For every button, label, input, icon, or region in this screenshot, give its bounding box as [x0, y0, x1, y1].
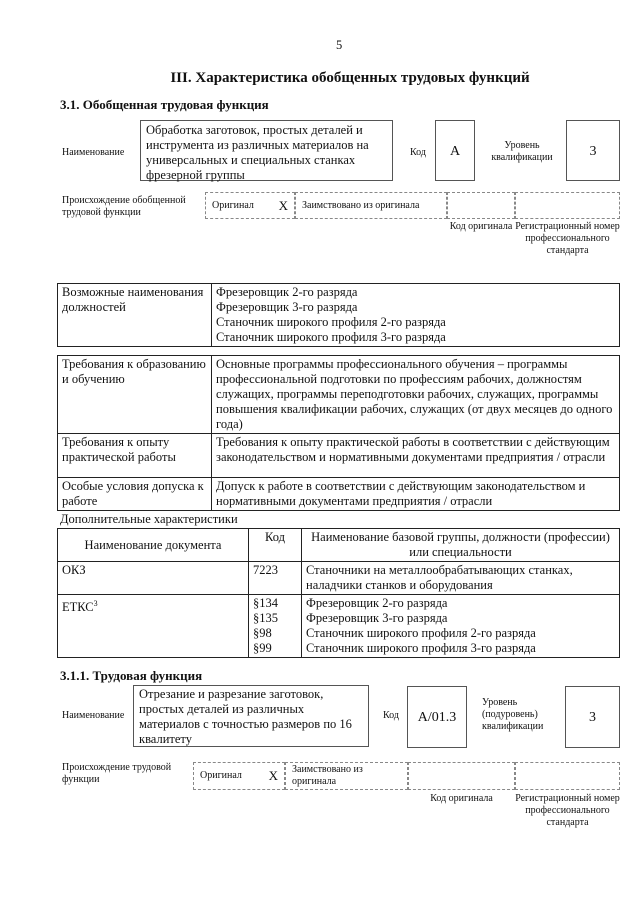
gtf-borrowed-cell: Заимствовано из оригинала — [295, 192, 447, 219]
requirements-table — [57, 355, 620, 511]
tf-name-field: Отрезание и разрезание заготовок, простых деталей из различных материалов с точностью размеров по 16 квалитету — [133, 685, 369, 747]
original-mark: X — [268, 768, 278, 783]
tf-heading: 3.1.1. Трудовая функция — [60, 668, 203, 683]
tf-origin-label: Происхождение трудовой функции — [62, 762, 172, 785]
gtf-original-cell — [205, 192, 295, 219]
etks-name: Станочник широкого профиля 2-го разряда — [306, 626, 536, 640]
original-label: Оригинал — [200, 770, 242, 781]
gtf-name-label: Наименование — [62, 147, 125, 158]
etks-name: Станочник широкого профиля 3-го разряда — [306, 641, 536, 655]
gtf-reg-number-label: Регистрационный номер профессионального стандарта — [515, 221, 620, 256]
req-value: Основные программы профессионального обучения – программы профессиональной подготовки по профессиям рабочих, должностям служащих, программы переподготовки рабочих, служащих, программы повышения квалификации рабочих, служащих (от двух месяцев до одного года) — [212, 356, 620, 434]
tf-level: 3 — [565, 686, 620, 748]
gtf-code: А — [435, 120, 475, 181]
position-item: Фрезеровщик 2-го разряда — [216, 285, 358, 299]
original-mark: X — [278, 197, 288, 213]
gtf-level: 3 — [566, 120, 620, 181]
col-header: Наименование базовой группы, должности (профессии) или специальности — [302, 529, 620, 562]
tf-reg-number-label: Регистрационный номер профессионального стандарта — [515, 793, 620, 828]
req-label: Особые условия допуска к работе — [58, 478, 212, 511]
tf-level-label: Уровень (подуровень) квалификации — [482, 697, 544, 732]
tf-reg-number-field — [515, 762, 620, 790]
tf-code: А/01.3 — [407, 686, 467, 748]
tf-code-label: Код — [383, 710, 399, 721]
okz-code: 7223 — [249, 562, 302, 595]
gtf-orig-code-label: Код оригинала — [449, 221, 513, 232]
etks-code: §98 — [253, 626, 272, 640]
position-item: Фрезеровщик 3-го разряда — [216, 300, 358, 314]
col-header: Код — [249, 529, 302, 562]
req-value: Допуск к работе в соответствии с действующим законодательством и нормативными документами предприятия / отрасли — [212, 478, 620, 511]
positions-table — [57, 283, 620, 347]
gtf-heading: 3.1. Обобщенная трудовая функция — [60, 97, 269, 112]
tf-name-label: Наименование — [62, 710, 125, 721]
page-number: 5 — [336, 38, 343, 52]
extra-heading: Дополнительные характеристики — [60, 512, 238, 526]
req-value: Требования к опыту практической работы в соответствии с действующим законодательством и нормативными документами предприятия / отрасли — [212, 434, 620, 478]
gtf-orig-code-field — [447, 192, 515, 219]
tf-orig-code-label: Код оригинала — [430, 793, 493, 804]
etks-doc — [58, 595, 249, 658]
footnote-ref: 3 — [93, 599, 98, 608]
col-header: Наименование документа — [58, 529, 249, 562]
gtf-origin-label: Происхождение обобщенной трудовой функции — [62, 195, 186, 218]
req-label: Требования к опыту практической работы — [58, 434, 212, 478]
positions-label: Возможные наименования должностей — [58, 284, 212, 347]
extra-table — [57, 528, 620, 658]
gtf-code-label: Код — [410, 147, 426, 158]
etks-code: §134 — [253, 596, 278, 610]
section-title: III. Характеристика обобщенных трудовых функций — [170, 70, 530, 86]
gtf-level-label: Уровень квалификации — [491, 140, 553, 163]
okz-name: Станочники на металлообрабатывающих станках, наладчики станков и оборудования — [302, 562, 620, 595]
etks-label: ЕТКС — [62, 600, 94, 615]
gtf-reg-number-field — [515, 192, 620, 219]
tf-borrowed-cell: Заимствовано из оригинала — [285, 762, 408, 790]
etks-name: Фрезеровщик 3-го разряда — [306, 611, 448, 625]
etks-name: Фрезеровщик 2-го разряда — [306, 596, 448, 610]
etks-code: §99 — [253, 641, 272, 655]
req-label: Требования к образованию и обучению — [58, 356, 212, 434]
position-item: Станочник широкого профиля 3-го разряда — [216, 330, 446, 344]
tf-original-cell — [193, 762, 285, 790]
original-label: Оригинал — [212, 199, 254, 211]
tf-orig-code-field — [408, 762, 515, 790]
position-item: Станочник широкого профиля 2-го разряда — [216, 315, 446, 329]
gtf-name-field: Обработка заготовок, простых деталей и инструмента из различных материалов на универсальных и специальных станках фрезерной группы — [140, 120, 393, 181]
okz-doc: ОКЗ — [58, 562, 249, 595]
etks-code: §135 — [253, 611, 278, 625]
